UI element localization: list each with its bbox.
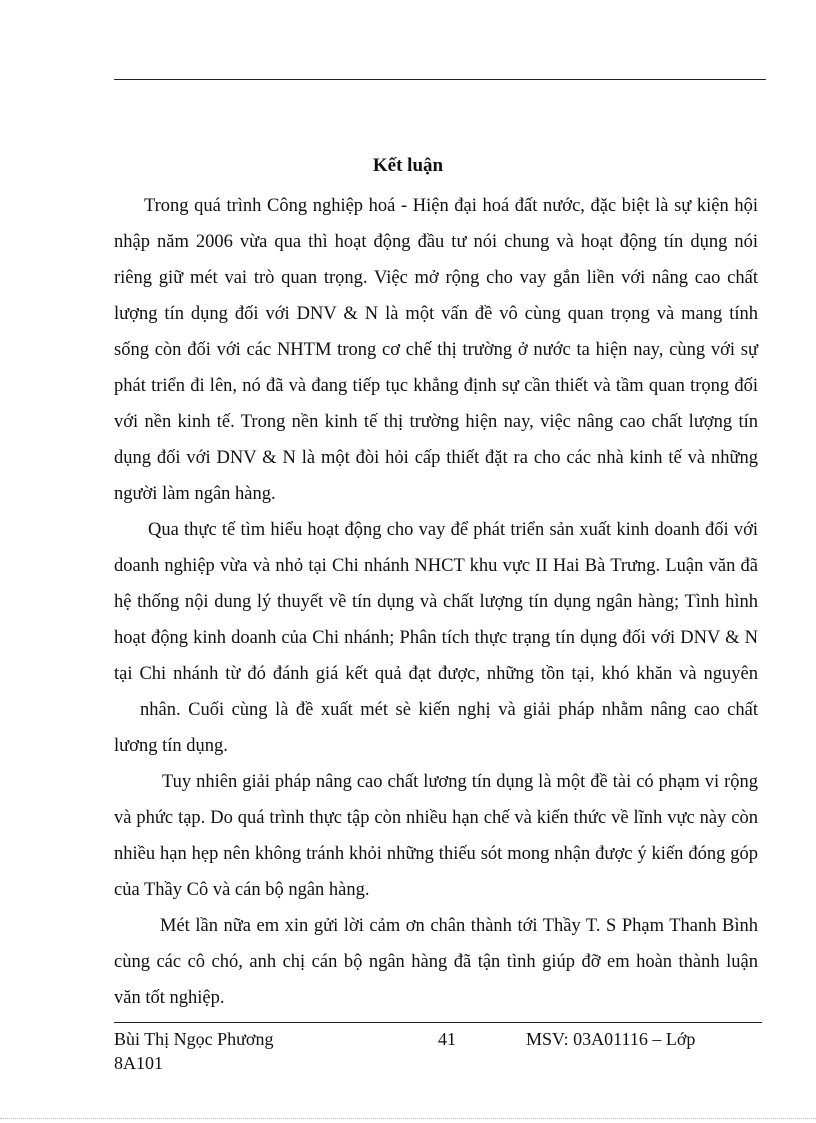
text-line: Tuy nhiên giải pháp nâng cao chất lương tín dụng là một đề tài có phạm vi rộng <box>162 772 758 792</box>
footer-rule <box>114 1022 762 1023</box>
text-line: nhân. Cuối cùng là đề xuất mét sè kiến nghị và giải pháp nhằm nâng cao chất <box>140 700 758 720</box>
footer-author: Bùi Thị Ngọc Phương <box>114 1029 274 1049</box>
page-number: 41 <box>438 1029 456 1049</box>
page-edge <box>0 1118 816 1119</box>
text-line: riêng giữ mét vai trò quan trọng. Việc mở rộng cho vay gắn liền với nâng cao chất <box>114 268 758 288</box>
text-line: Trong quá trình Công nghiệp hoá - Hiện đại hoá đất nước, đặc biệt là sự kiện hội <box>144 196 758 216</box>
text-line: cùng các cô chó, anh chị cán bộ ngân hàng đã tận tình giúp đỡ em hoàn thành luận <box>114 952 758 972</box>
text-line: sống còn đối với các NHTM trong cơ chế thị trường ở nước ta hiện nay, cùng với sự <box>114 340 758 360</box>
footer-student-id: MSV: 03A01116 – Lớp <box>526 1029 696 1049</box>
text-line: với nền kinh tế. Trong nền kinh tế thị trường hiện nay, việc nâng cao chất lượng tín <box>114 412 758 432</box>
text-line: lượng tín dụng đối với DNV & N là một vấn đề vô cùng quan trọng và mang tính <box>114 304 758 324</box>
text-line: người làm ngân hàng. <box>114 484 276 504</box>
text-line: tại Chi nhánh từ đó đánh giá kết quả đạt được, những tồn tại, khó khăn và nguyên <box>114 664 758 684</box>
page-title: Kết luận <box>372 155 444 176</box>
text-line: hoạt động kinh doanh của Chi nhánh; Phân tích thực trạng tín dụng đối với DNV & N <box>114 628 758 648</box>
text-line: dụng đối với DNV & N là một đòi hỏi cấp thiết đặt ra cho các nhà kinh tế và những <box>114 448 758 468</box>
text-line: hệ thống nội dung lý thuyết về tín dụng và chất lượng tín dụng ngân hàng; Tình hình <box>114 592 758 612</box>
text-line: phát triển đi lên, nó đã và đang tiếp tục khẳng định sự cần thiết và tầm quan trọng đối <box>114 376 758 396</box>
text-line: và phức tạp. Do quá trình thực tập còn nhiều hạn chế và kiến thức về lĩnh vực này còn <box>114 808 758 828</box>
text-line: nhập năm 2006 vừa qua thì hoạt động đầu tư nói chung và hoạt động tín dụng nói <box>114 232 758 252</box>
text-line: nhiều hạn hẹp nên không tránh khỏi những thiếu sót mong nhận được ý kiến đóng góp <box>114 844 758 864</box>
footer-class: 8A101 <box>114 1053 163 1073</box>
text-line: doanh nghiệp vừa và nhỏ tại Chi nhánh NHCT khu vực II Hai Bà Trưng. Luận văn đã <box>114 556 758 576</box>
text-line: văn tốt nghiệp. <box>114 988 225 1008</box>
text-line: Mét lần nữa em xin gửi lời cảm ơn chân thành tới Thầy T. S Phạm Thanh Bình <box>160 916 758 936</box>
header-rule <box>114 79 766 80</box>
text-line: của Thầy Cô và cán bộ ngân hàng. <box>114 880 370 900</box>
text-line: Qua thực tế tìm hiểu hoạt động cho vay để phát triển sản xuất kinh doanh đối với <box>148 520 758 540</box>
text-line: lương tín dụng. <box>114 736 228 756</box>
